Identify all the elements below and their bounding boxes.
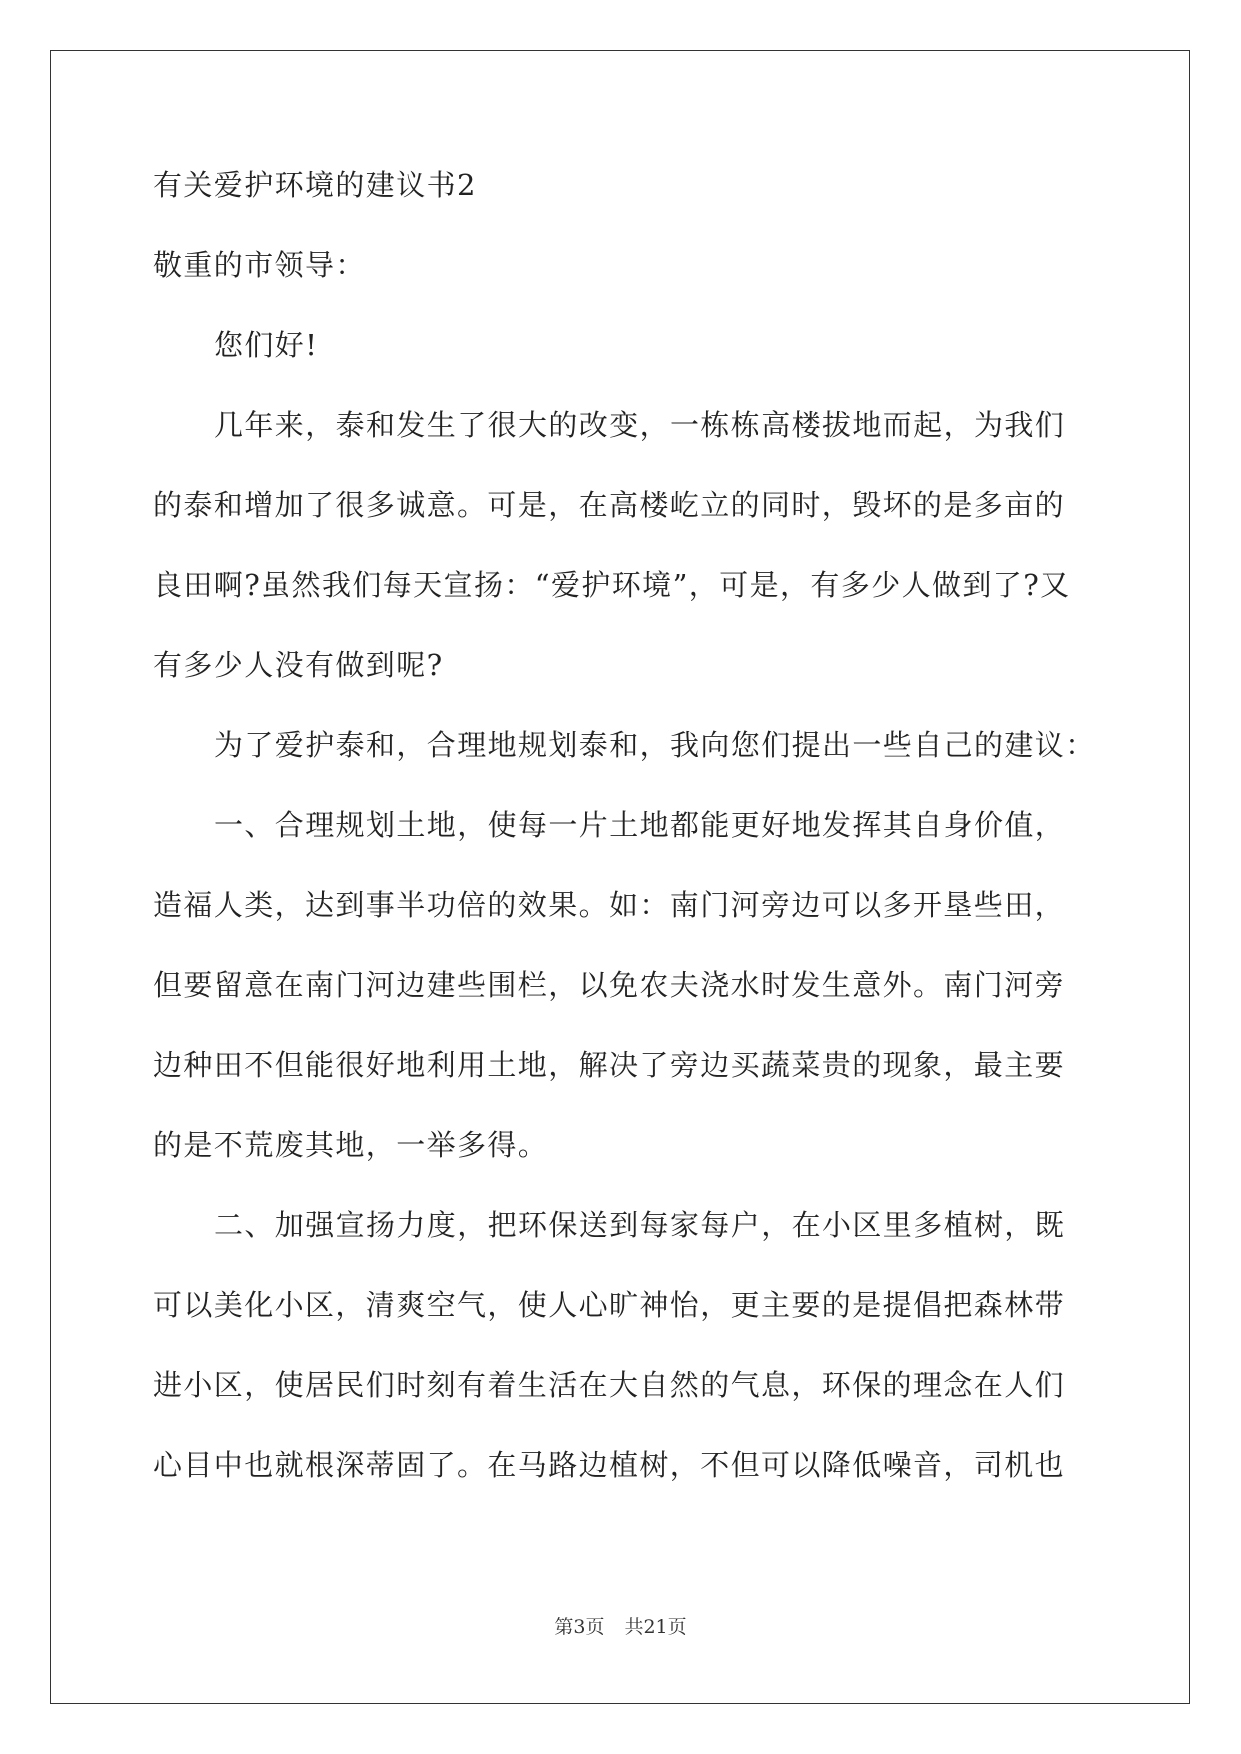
paragraph-1 [153, 399, 1088, 719]
paragraph-line: 边种田不但能很好地利用土地，解决了旁边买蔬菜贵的现象，最主要 [153, 1048, 1066, 1082]
page-footer [0, 1612, 1241, 1639]
document-body [153, 159, 1096, 1519]
paragraph-line: 几年来，泰和发生了很大的改变，一栋栋高楼拔地而起，为我们 [214, 408, 1066, 442]
paragraph-line: 良田啊?虽然我们每天宣扬：“爱护环境”，可是，有多少人做到了?又 [153, 568, 1071, 602]
paragraph-line: 进小区，使居民们时刻有着生活在大自然的气息，环保的理念在人们 [153, 1368, 1066, 1402]
paragraph-line: 造福人类，达到事半功倍的效果。如：南门河旁边可以多开垦些田， [153, 888, 1066, 922]
paragraph-line: 可以美化小区，清爽空气，使人心旷神怡，更主要的是提倡把森林带 [153, 1288, 1066, 1322]
salutation: 敬重的市领导： [153, 248, 366, 282]
paragraph-line: 二、加强宣扬力度，把环保送到每家每户，在小区里多植树，既 [214, 1208, 1066, 1242]
paragraph-4 [153, 1199, 1088, 1519]
paragraph-line: 的泰和增加了很多诚意。可是，在高楼屹立的同时，毁坏的是多亩的 [153, 488, 1066, 522]
page-total: 共21页 [624, 1616, 687, 1638]
greeting: 您们好! [214, 328, 319, 362]
paragraph-2 [153, 719, 1096, 799]
paragraph-line: 一、合理规划土地，使每一片土地都能更好地发挥其自身价值， [214, 808, 1066, 842]
paragraph-line: 的是不荒废其地，一举多得。 [153, 1128, 549, 1162]
paragraph-line: 但要留意在南门河边建些围栏，以免农夫浇水时发生意外。南门河旁 [153, 968, 1066, 1002]
paragraph-line: 有多少人没有做到呢? [153, 648, 444, 682]
page-number: 第3页 [554, 1616, 605, 1638]
document-title: 有关爱护环境的建议书2 [153, 168, 477, 202]
paragraph-3 [153, 799, 1088, 1199]
paragraph-line: 心目中也就根深蒂固了。在马路边植树，不但可以降低噪音，司机也 [153, 1448, 1066, 1482]
paragraph-line: 为了爱护泰和，合理地规划泰和，我向您们提出一些自己的建议： [214, 728, 1096, 762]
